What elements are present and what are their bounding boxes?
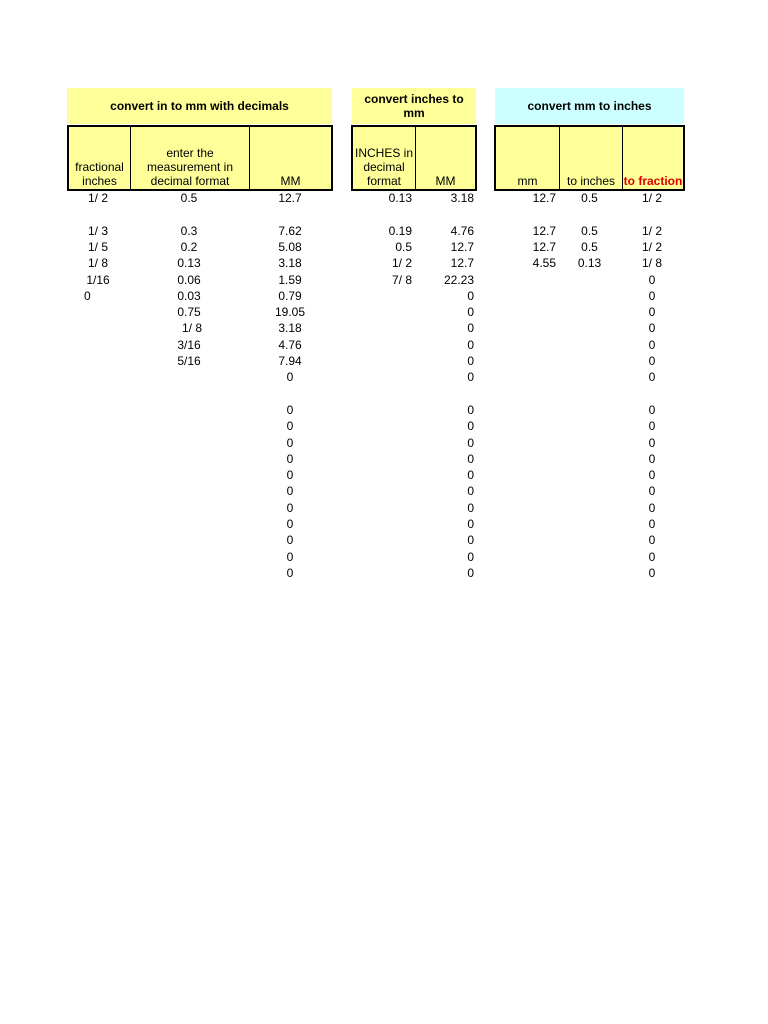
cell-mm[interactable]: 0 bbox=[467, 321, 474, 336]
cell-fractional-inches[interactable]: 1/ 3 bbox=[87, 223, 108, 238]
cell-decimal-input[interactable] bbox=[130, 516, 248, 532]
cell-to-inches[interactable] bbox=[558, 353, 621, 369]
cell-to-inches[interactable] bbox=[558, 435, 621, 451]
header-to-inches: to inches bbox=[559, 127, 622, 189]
cell-to-fraction[interactable]: 1/ 2 bbox=[641, 239, 662, 254]
header-fractional-inches: fractional inches bbox=[75, 160, 124, 188]
cell-mm[interactable]: 12.7 bbox=[278, 191, 302, 205]
cell-to-fraction[interactable]: 0 bbox=[648, 517, 656, 531]
cell-fractional-inches[interactable] bbox=[68, 386, 128, 402]
cell-decimal-input[interactable]: 1/ 8 bbox=[181, 321, 202, 336]
cell-mm[interactable]: 22.23 bbox=[443, 272, 474, 287]
cell-mm[interactable]: 0 bbox=[467, 468, 474, 483]
cell-mm[interactable]: 0 bbox=[467, 517, 474, 531]
cell-mm[interactable] bbox=[496, 272, 556, 288]
cell-fractional-inches[interactable] bbox=[68, 304, 128, 320]
cell-to-fraction[interactable]: 0 bbox=[648, 468, 656, 483]
cell-to-inches[interactable] bbox=[558, 532, 621, 548]
cell-fractional-inches[interactable] bbox=[68, 337, 128, 353]
cell-mm[interactable] bbox=[496, 206, 556, 222]
cell-fractional-inches[interactable] bbox=[68, 418, 128, 434]
cell-mm[interactable] bbox=[496, 402, 556, 418]
cell-mm[interactable]: 4.55 bbox=[532, 256, 556, 271]
cell-inches-decimal[interactable] bbox=[352, 516, 412, 532]
cell-mm[interactable]: 12.7 bbox=[532, 191, 556, 205]
cell-decimal-input[interactable] bbox=[130, 565, 248, 581]
cell-to-fraction[interactable] bbox=[622, 206, 682, 222]
header-mm: MM bbox=[415, 127, 475, 189]
section2-title: convert inches to mm bbox=[352, 88, 476, 124]
cell-to-fraction[interactable]: 0 bbox=[648, 451, 656, 466]
cell-to-inches[interactable]: 0.13 bbox=[577, 256, 602, 271]
cell-decimal-input[interactable] bbox=[130, 435, 248, 451]
cell-mm[interactable]: 7.62 bbox=[278, 223, 302, 238]
cell-to-inches[interactable] bbox=[558, 386, 621, 402]
cell-inches-decimal[interactable] bbox=[352, 418, 412, 434]
cell-fractional-inches[interactable]: 1/16 bbox=[86, 272, 110, 287]
cell-mm[interactable]: 4.76 bbox=[278, 337, 302, 352]
cell-mm[interactable]: 0 bbox=[467, 305, 474, 320]
cell-inches-decimal[interactable] bbox=[352, 500, 412, 516]
cell-mm[interactable]: 3.18 bbox=[450, 191, 474, 205]
cell-to-inches[interactable] bbox=[558, 206, 621, 222]
header-decimal-format: enter the measurement in decimal format bbox=[130, 127, 249, 189]
header-to-fraction: to fraction bbox=[622, 127, 683, 189]
cell-inches-decimal[interactable]: 0.19 bbox=[388, 223, 412, 238]
cell-mm[interactable]: 12.7 bbox=[450, 256, 474, 271]
cell-inches-decimal[interactable] bbox=[352, 386, 412, 402]
cell-mm[interactable] bbox=[414, 386, 474, 402]
cell-mm[interactable] bbox=[496, 516, 556, 532]
cell-inches-decimal[interactable] bbox=[352, 565, 412, 581]
cell-fractional-inches[interactable] bbox=[68, 451, 128, 467]
cell-fractional-inches[interactable] bbox=[68, 435, 128, 451]
cell-fractional-inches[interactable] bbox=[68, 353, 128, 369]
cell-to-fraction[interactable]: 0 bbox=[648, 565, 656, 580]
cell-inches-decimal[interactable]: 0.5 bbox=[395, 239, 412, 254]
section3-header bbox=[494, 125, 685, 191]
cell-decimal-input[interactable] bbox=[130, 369, 248, 385]
cell-inches-decimal[interactable] bbox=[352, 320, 412, 336]
cell-to-inches[interactable] bbox=[558, 467, 621, 483]
cell-mm[interactable]: 0 bbox=[467, 402, 474, 417]
cell-mm[interactable] bbox=[496, 500, 556, 516]
cell-decimal-input[interactable]: 0.2 bbox=[180, 239, 198, 254]
cell-to-inches[interactable] bbox=[558, 369, 621, 385]
cell-to-inches[interactable] bbox=[558, 418, 621, 434]
cell-decimal-input[interactable] bbox=[130, 467, 248, 483]
cell-mm[interactable] bbox=[496, 386, 556, 402]
cell-inches-decimal[interactable] bbox=[352, 435, 412, 451]
cell-to-inches[interactable] bbox=[558, 337, 621, 353]
cell-to-fraction[interactable] bbox=[622, 386, 682, 402]
cell-to-fraction[interactable]: 0 bbox=[648, 305, 656, 320]
cell-mm[interactable]: 0 bbox=[467, 533, 474, 548]
cell-fractional-inches[interactable]: 0 bbox=[84, 288, 91, 303]
cell-mm[interactable]: 12.7 bbox=[532, 223, 556, 238]
cell-mm[interactable] bbox=[496, 549, 556, 565]
cell-inches-decimal[interactable] bbox=[352, 353, 412, 369]
cell-fractional-inches[interactable]: 1/ 2 bbox=[87, 191, 108, 205]
cell-inches-decimal[interactable]: 7/ 8 bbox=[391, 272, 412, 287]
cell-to-fraction[interactable]: 0 bbox=[648, 370, 656, 385]
cell-mm[interactable]: 0 bbox=[286, 402, 294, 417]
cell-to-inches[interactable] bbox=[558, 451, 621, 467]
cell-inches-decimal[interactable]: 1/ 2 bbox=[391, 256, 412, 271]
cell-mm[interactable]: 0 bbox=[286, 533, 294, 548]
cell-mm[interactable]: 4.76 bbox=[450, 223, 474, 238]
cell-inches-decimal[interactable] bbox=[352, 467, 412, 483]
cell-fractional-inches[interactable] bbox=[68, 483, 128, 499]
cell-to-inches[interactable] bbox=[558, 402, 621, 418]
section1-header bbox=[67, 125, 333, 191]
cell-mm[interactable]: 0 bbox=[467, 500, 474, 515]
cell-to-fraction[interactable]: 0 bbox=[648, 533, 656, 548]
cell-fractional-inches[interactable] bbox=[68, 467, 128, 483]
cell-mm[interactable] bbox=[496, 418, 556, 434]
cell-mm[interactable]: 0.79 bbox=[278, 288, 302, 303]
cell-fractional-inches[interactable] bbox=[68, 369, 128, 385]
cell-to-fraction[interactable]: 0 bbox=[648, 402, 656, 417]
cell-to-inches[interactable] bbox=[558, 304, 621, 320]
cell-fractional-inches[interactable] bbox=[68, 206, 128, 222]
cell-to-fraction[interactable]: 0 bbox=[648, 288, 656, 303]
cell-decimal-input[interactable] bbox=[130, 418, 248, 434]
cell-mm[interactable]: 0 bbox=[467, 370, 474, 385]
cell-decimal-input[interactable] bbox=[130, 402, 248, 418]
cell-inches-decimal[interactable] bbox=[352, 206, 412, 222]
cell-mm[interactable]: 0 bbox=[467, 484, 474, 499]
cell-mm[interactable]: 0 bbox=[467, 288, 474, 303]
cell-decimal-input[interactable]: 0.06 bbox=[177, 272, 201, 287]
cell-fractional-inches[interactable] bbox=[68, 549, 128, 565]
cell-mm[interactable] bbox=[414, 206, 474, 222]
cell-decimal-input[interactable] bbox=[130, 206, 248, 222]
cell-to-inches[interactable]: 0.5 bbox=[581, 239, 598, 254]
cell-fractional-inches[interactable] bbox=[68, 320, 128, 336]
cell-to-fraction[interactable]: 0 bbox=[648, 500, 656, 515]
cell-inches-decimal[interactable] bbox=[352, 549, 412, 565]
cell-to-fraction[interactable]: 0 bbox=[648, 484, 656, 499]
cell-mm[interactable] bbox=[496, 337, 556, 353]
cell-mm[interactable]: 0 bbox=[467, 565, 474, 580]
cell-fractional-inches[interactable] bbox=[68, 500, 128, 516]
cell-mm[interactable]: 0 bbox=[286, 451, 294, 466]
cell-mm[interactable]: 0 bbox=[467, 354, 474, 368]
cell-mm[interactable]: 0 bbox=[286, 565, 294, 580]
cell-to-fraction[interactable]: 0 bbox=[648, 419, 656, 434]
cell-mm[interactable]: 12.7 bbox=[532, 239, 556, 254]
header-mm: mm bbox=[517, 174, 538, 188]
section1-title: convert in to mm with decimals bbox=[67, 88, 332, 124]
cell-inches-decimal[interactable] bbox=[352, 532, 412, 548]
cell-decimal-input[interactable]: 0.75 bbox=[177, 305, 201, 320]
cell-fractional-inches[interactable]: 1/ 5 bbox=[87, 239, 108, 254]
cell-to-fraction[interactable]: 0 bbox=[648, 272, 656, 287]
cell-to-fraction[interactable]: 0 bbox=[648, 337, 656, 352]
cell-mm[interactable]: 0 bbox=[286, 419, 294, 434]
cell-mm[interactable]: 0 bbox=[286, 549, 294, 564]
cell-to-inches[interactable] bbox=[558, 549, 621, 565]
cell-decimal-input[interactable]: 0.5 bbox=[180, 191, 198, 205]
cell-mm[interactable]: 0 bbox=[467, 451, 474, 466]
cell-to-inches[interactable] bbox=[558, 516, 621, 532]
section2-header bbox=[351, 125, 477, 191]
cell-mm[interactable] bbox=[496, 467, 556, 483]
cell-fractional-inches[interactable] bbox=[68, 402, 128, 418]
cell-mm[interactable]: 0 bbox=[467, 435, 474, 450]
cell-decimal-input[interactable] bbox=[130, 532, 248, 548]
cell-mm[interactable]: 0 bbox=[286, 500, 294, 515]
cell-decimal-input[interactable] bbox=[130, 451, 248, 467]
cell-to-inches[interactable] bbox=[558, 288, 621, 304]
cell-to-inches[interactable] bbox=[558, 565, 621, 581]
cell-mm[interactable]: 7.94 bbox=[278, 354, 302, 368]
cell-inches-decimal[interactable] bbox=[352, 483, 412, 499]
cell-mm[interactable]: 0 bbox=[286, 484, 294, 499]
cell-to-fraction[interactable]: 0 bbox=[648, 354, 656, 368]
cell-to-inches[interactable] bbox=[558, 500, 621, 516]
cell-mm[interactable]: 12.7 bbox=[450, 239, 474, 254]
cell-mm[interactable]: 0 bbox=[286, 517, 294, 531]
cell-to-inches[interactable] bbox=[558, 272, 621, 288]
cell-inches-decimal[interactable] bbox=[352, 288, 412, 304]
cell-mm[interactable] bbox=[496, 532, 556, 548]
cell-mm[interactable]: 0 bbox=[467, 337, 474, 352]
cell-decimal-input[interactable]: 0.3 bbox=[180, 223, 198, 238]
cell-to-inches[interactable]: 0.5 bbox=[581, 191, 598, 205]
cell-to-fraction[interactable]: 1/ 2 bbox=[641, 191, 662, 205]
cell-to-fraction[interactable]: 1/ 2 bbox=[641, 223, 662, 238]
cell-decimal-input[interactable] bbox=[130, 386, 248, 402]
header-mm: MM bbox=[249, 127, 331, 189]
cell-decimal-input[interactable]: 0.03 bbox=[177, 288, 201, 303]
cell-decimal-input[interactable]: 0.13 bbox=[177, 256, 201, 271]
cell-mm[interactable]: 5.08 bbox=[278, 239, 302, 254]
cell-decimal-input[interactable] bbox=[130, 549, 248, 565]
cell-decimal-input[interactable] bbox=[130, 500, 248, 516]
cell-to-fraction[interactable]: 0 bbox=[648, 435, 656, 450]
cell-mm[interactable]: 1.59 bbox=[278, 272, 302, 287]
cell-inches-decimal[interactable] bbox=[352, 451, 412, 467]
cell-inches-decimal[interactable]: 0.13 bbox=[388, 191, 412, 205]
cell-fractional-inches[interactable] bbox=[68, 565, 128, 581]
cell-to-fraction[interactable]: 1/ 8 bbox=[641, 256, 662, 271]
cell-decimal-input[interactable]: 5/16 bbox=[177, 354, 201, 368]
cell-fractional-inches[interactable] bbox=[68, 532, 128, 548]
cell-mm[interactable] bbox=[496, 320, 556, 336]
header-inches-decimal: INCHES in decimal format bbox=[354, 146, 413, 188]
cell-mm[interactable]: 3.18 bbox=[278, 256, 302, 271]
cell-fractional-inches[interactable] bbox=[68, 516, 128, 532]
cell-inches-decimal[interactable] bbox=[352, 304, 412, 320]
cell-mm[interactable] bbox=[250, 386, 330, 402]
cell-mm[interactable] bbox=[496, 304, 556, 320]
cell-mm[interactable]: 0 bbox=[286, 370, 294, 385]
cell-decimal-input[interactable]: 3/16 bbox=[177, 337, 201, 352]
cell-mm[interactable] bbox=[496, 483, 556, 499]
cell-to-inches[interactable] bbox=[558, 320, 621, 336]
cell-inches-decimal[interactable] bbox=[352, 369, 412, 385]
cell-mm[interactable]: 0 bbox=[467, 549, 474, 564]
cell-mm[interactable] bbox=[250, 206, 330, 222]
cell-mm[interactable]: 0 bbox=[286, 435, 294, 450]
cell-mm[interactable]: 3.18 bbox=[278, 321, 302, 336]
cell-mm[interactable] bbox=[496, 288, 556, 304]
cell-inches-decimal[interactable] bbox=[352, 402, 412, 418]
cell-to-fraction[interactable]: 0 bbox=[648, 321, 656, 336]
cell-to-inches[interactable]: 0.5 bbox=[581, 223, 598, 238]
cell-inches-decimal[interactable] bbox=[352, 337, 412, 353]
cell-mm[interactable]: 0 bbox=[467, 419, 474, 434]
cell-mm[interactable] bbox=[496, 435, 556, 451]
cell-to-fraction[interactable]: 0 bbox=[648, 549, 656, 564]
cell-mm[interactable] bbox=[496, 451, 556, 467]
section3-title: convert mm to inches bbox=[495, 88, 684, 124]
cell-mm[interactable]: 0 bbox=[286, 468, 294, 483]
cell-mm[interactable] bbox=[496, 565, 556, 581]
cell-mm[interactable]: 19.05 bbox=[274, 305, 306, 320]
cell-fractional-inches[interactable]: 1/ 8 bbox=[87, 256, 108, 271]
cell-to-inches[interactable] bbox=[558, 483, 621, 499]
cell-mm[interactable] bbox=[496, 369, 556, 385]
cell-decimal-input[interactable] bbox=[130, 483, 248, 499]
cell-mm[interactable] bbox=[496, 353, 556, 369]
